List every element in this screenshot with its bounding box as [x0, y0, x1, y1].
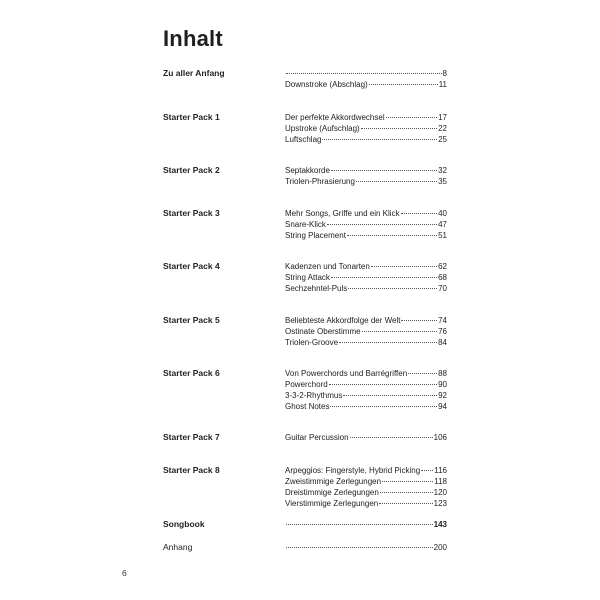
- dot-leader: [380, 492, 433, 493]
- section-label: Starter Pack 3: [163, 208, 220, 218]
- entry-page: 25: [438, 135, 447, 144]
- entry-page: 47: [438, 220, 447, 229]
- section-label: Starter Pack 6: [163, 368, 220, 378]
- dot-leader: [343, 395, 437, 396]
- dot-leader: [322, 139, 437, 140]
- entry-title: Septakkorde: [285, 166, 330, 175]
- entry-title: Luftschlag: [285, 135, 322, 144]
- entry-page: 11: [438, 80, 447, 89]
- entry-title: 3-3-2-Rhythmus: [285, 391, 343, 400]
- toc-entry[interactable]: [285, 315, 447, 326]
- section-entries: [285, 432, 447, 443]
- dot-leader: [339, 342, 437, 343]
- entry-page: 32: [438, 166, 447, 175]
- section-label: Starter Pack 5: [163, 315, 220, 325]
- dot-leader: [327, 224, 437, 225]
- dot-leader: [286, 524, 433, 525]
- toc-entry[interactable]: [285, 68, 447, 79]
- toc-entry[interactable]: [285, 337, 447, 348]
- toc-entry[interactable]: [285, 498, 447, 509]
- toc-entry[interactable]: [285, 432, 447, 443]
- entry-title: Triolen-Phrasierung: [285, 177, 355, 186]
- toc-entry[interactable]: [285, 176, 447, 187]
- section-label: Anhang: [163, 542, 193, 552]
- section-label: Starter Pack 4: [163, 261, 220, 271]
- section-label: Starter Pack 8: [163, 465, 220, 475]
- entry-title: Guitar Percussion: [285, 433, 349, 442]
- entry-page: 22: [438, 124, 447, 133]
- dot-leader: [330, 406, 437, 407]
- toc-entry[interactable]: [285, 476, 447, 487]
- dot-leader: [331, 277, 437, 278]
- section-entries: [285, 208, 447, 241]
- entry-title: Mehr Songs, Griffe und ein Klick: [285, 209, 400, 218]
- toc-entry[interactable]: [285, 326, 447, 337]
- dot-leader: [382, 481, 433, 482]
- section-entries: [285, 112, 447, 145]
- dot-leader: [347, 235, 437, 236]
- section-entries: [285, 368, 447, 412]
- entry-title: Powerchord: [285, 380, 328, 389]
- entry-page: 120: [433, 488, 447, 497]
- page-title: Inhalt: [163, 26, 223, 51]
- section-label: Zu aller Anfang: [163, 68, 225, 78]
- toc-entry[interactable]: [285, 487, 447, 498]
- section-entries: [285, 165, 447, 187]
- toc-entry[interactable]: [285, 230, 447, 241]
- entry-title: Upstroke (Aufschlag): [285, 124, 360, 133]
- entry-title: Vierstimmige Zerlegungen: [285, 499, 379, 508]
- dot-leader: [361, 128, 437, 129]
- entry-title: Der perfekte Akkordwechsel: [285, 113, 385, 122]
- entry-page: 123: [433, 499, 447, 508]
- entry-page: 143: [433, 520, 447, 529]
- toc-entry[interactable]: [285, 519, 447, 530]
- entry-title: Ghost Notes: [285, 402, 330, 411]
- entry-title: Snare-Klick: [285, 220, 326, 229]
- section-entries: [285, 465, 447, 509]
- entry-title: Beliebteste Akkordfolge der Welt: [285, 316, 401, 325]
- entry-page: 84: [438, 338, 447, 347]
- section-entries: [285, 519, 447, 530]
- entry-page: 200: [433, 543, 447, 552]
- entry-title: String Attack: [285, 273, 330, 282]
- dot-leader: [286, 547, 433, 548]
- toc-entry[interactable]: [285, 368, 447, 379]
- entry-page: 17: [438, 113, 447, 122]
- toc-entry[interactable]: [285, 390, 447, 401]
- dot-leader: [401, 213, 438, 214]
- entry-title: Ostinate Oberstimme: [285, 327, 361, 336]
- dot-leader: [350, 437, 433, 438]
- toc-entry[interactable]: [285, 261, 447, 272]
- dot-leader: [369, 84, 438, 85]
- entry-page: 76: [438, 327, 447, 336]
- dot-leader: [371, 266, 437, 267]
- toc-entry[interactable]: [285, 165, 447, 176]
- section-label: Starter Pack 1: [163, 112, 220, 122]
- entry-page: 40: [438, 209, 447, 218]
- entry-page: 92: [438, 391, 447, 400]
- page-number: 6: [122, 568, 127, 578]
- section-entries: [285, 261, 447, 294]
- toc-entry[interactable]: [285, 208, 447, 219]
- dot-leader: [408, 373, 437, 374]
- entry-page: 106: [433, 433, 447, 442]
- section-entries: [285, 542, 447, 553]
- entry-page: 70: [438, 284, 447, 293]
- section-label: Starter Pack 7: [163, 432, 220, 442]
- entry-title: Von Powerchords und Barrégriffen: [285, 369, 408, 378]
- toc-entry[interactable]: [285, 272, 447, 283]
- toc-entry[interactable]: [285, 379, 447, 390]
- entry-title: Sechzehntel-Puls: [285, 284, 348, 293]
- entry-title: Kadenzen und Tonarten: [285, 262, 370, 271]
- entry-title: Zweistimmige Zerlegungen: [285, 477, 382, 486]
- entry-page: 8: [442, 69, 447, 78]
- entry-page: 118: [434, 477, 447, 486]
- entry-title: Arpeggios: Fingerstyle, Hybrid Picking: [285, 466, 421, 475]
- entry-page: 116: [434, 466, 447, 475]
- entry-title: Triolen-Groove: [285, 338, 339, 347]
- section-entries: [285, 315, 447, 348]
- toc-entry[interactable]: [285, 401, 447, 412]
- toc-entry[interactable]: [285, 79, 447, 90]
- dot-leader: [379, 503, 432, 504]
- dot-leader: [401, 320, 437, 321]
- dot-leader: [348, 288, 437, 289]
- toc-entry[interactable]: [285, 112, 447, 123]
- dot-leader: [356, 181, 437, 182]
- toc-entry[interactable]: [285, 283, 447, 294]
- entry-page: 88: [438, 369, 447, 378]
- toc-entry[interactable]: [285, 134, 447, 145]
- dot-leader: [331, 170, 437, 171]
- entry-title: Downstroke (Abschlag): [285, 80, 368, 89]
- entry-title: String Placement: [285, 231, 346, 240]
- toc-entry[interactable]: [285, 123, 447, 134]
- dot-leader: [329, 384, 437, 385]
- entry-page: 68: [438, 273, 447, 282]
- entry-page: 51: [438, 231, 447, 240]
- dot-leader: [421, 470, 433, 471]
- section-label: Starter Pack 2: [163, 165, 220, 175]
- entry-title: Dreistimmige Zerlegungen: [285, 488, 379, 497]
- dot-leader: [386, 117, 437, 118]
- section-label: Songbook: [163, 519, 205, 529]
- toc-entry[interactable]: [285, 219, 447, 230]
- section-entries: [285, 68, 447, 90]
- entry-page: 35: [438, 177, 447, 186]
- toc-entry[interactable]: [285, 542, 447, 553]
- dot-leader: [362, 331, 438, 332]
- dot-leader: [286, 73, 442, 74]
- entry-page: 74: [438, 316, 447, 325]
- entry-page: 90: [438, 380, 447, 389]
- toc-entry[interactable]: [285, 465, 447, 476]
- entry-page: 62: [438, 262, 447, 271]
- entry-page: 94: [438, 402, 447, 411]
